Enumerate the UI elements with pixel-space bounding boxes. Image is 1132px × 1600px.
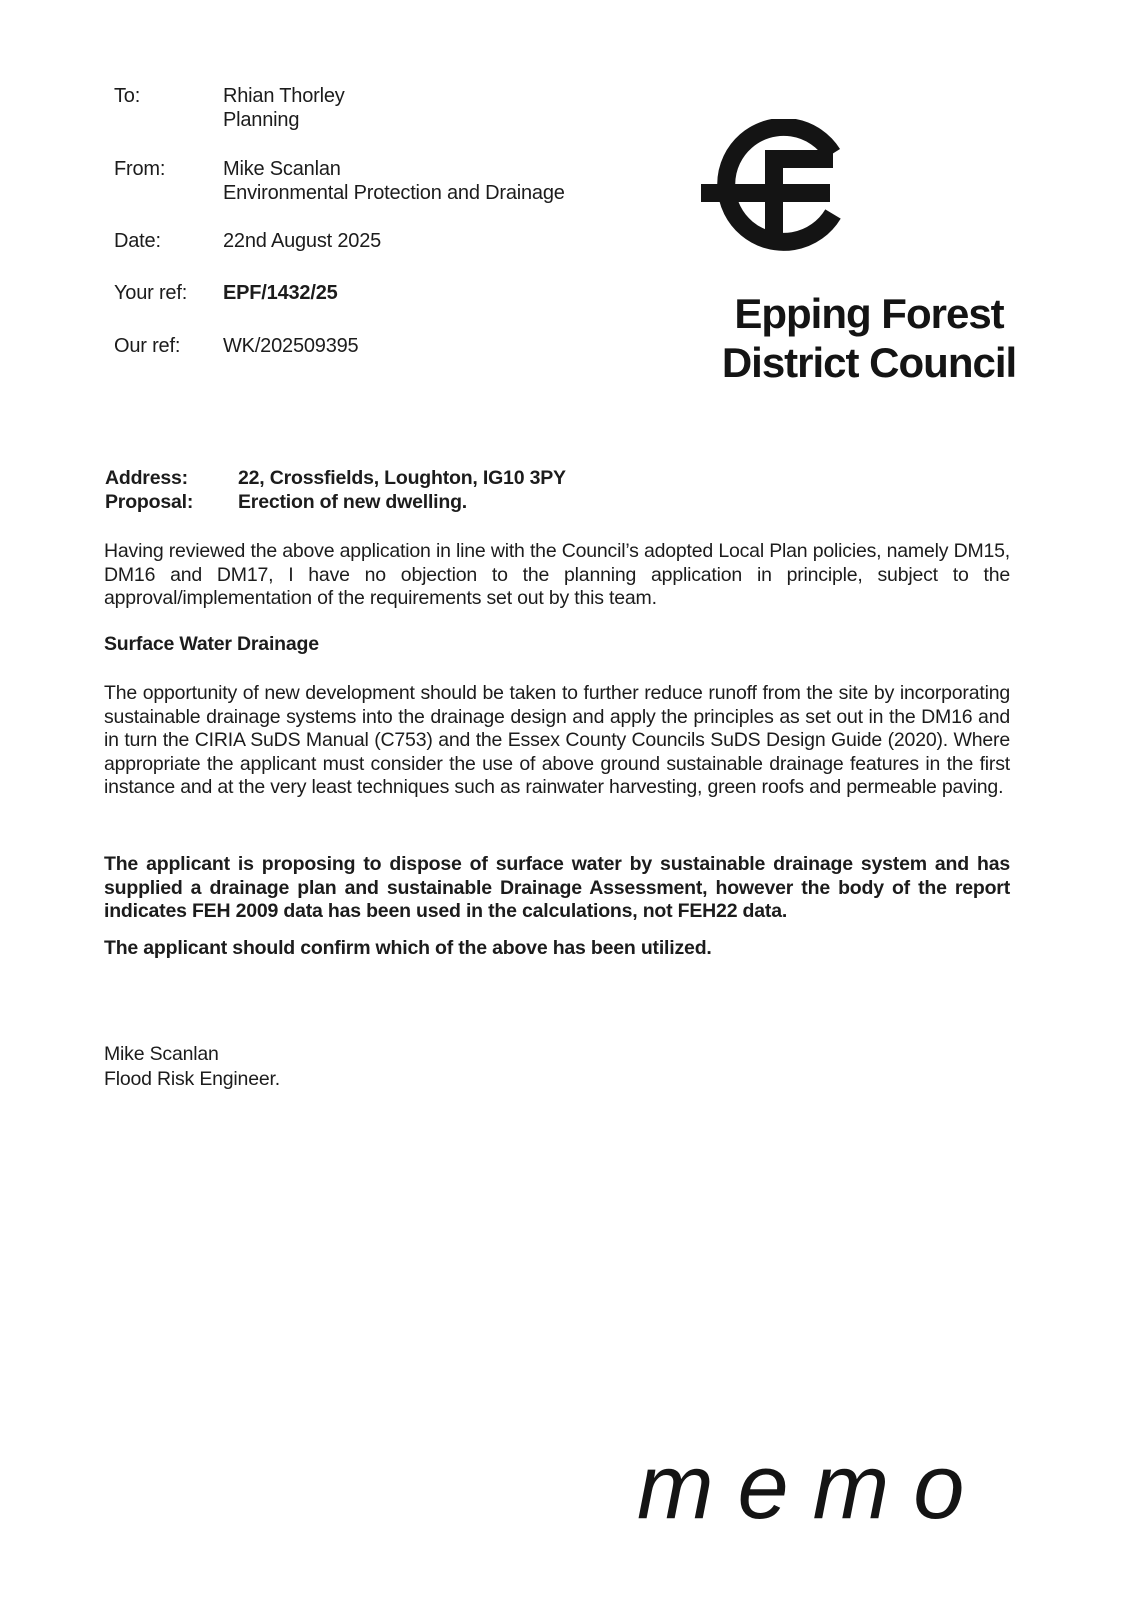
to-department: Planning — [223, 108, 300, 131]
to-label: To: — [114, 85, 141, 107]
confirm-request-line: The applicant should confirm which of the above has been utilized. — [104, 937, 712, 959]
address-row — [105, 466, 566, 490]
surface-water-drainage-heading: Surface Water Drainage — [104, 633, 319, 655]
from-value — [223, 158, 565, 205]
signature-block — [104, 1042, 280, 1091]
signature-title: Flood Risk Engineer. — [104, 1067, 280, 1090]
your-ref-value: EPF/1432/25 — [223, 282, 338, 304]
efdc-logo-icon — [701, 119, 843, 258]
from-name: Mike Scanlan — [223, 158, 341, 180]
field-row-date — [114, 230, 381, 254]
drainage-guidance-paragraph: The opportunity of new development should be taken to further reduce runoff from the site by incorporating sustainable drainage systems into the drainage design and apply the principles as set out in the DM16 and in turn the CIRIA SuDS Manual (C753) and the Essex County Councils SuDS Design Guide (2020). Where appropriate the applicant must consider the use of above ground sustainable drainage features in the first instance and at the very least techniques such as rainwater harvesting, green roofs and permeable paving. — [104, 682, 1010, 798]
application-details — [105, 466, 566, 514]
memo-watermark: memo — [637, 1436, 989, 1538]
intro-paragraph: Having reviewed the above application in line with the Council’s adopted Local Plan policies, namely DM15, DM16 and DM17, I have no objection to the planning application in principle, subject to the approval/implementation of the requirements set out by this team. — [104, 540, 1010, 609]
from-department: Environmental Protection and Drainage — [223, 181, 565, 204]
address-label: Address: — [105, 467, 188, 489]
address-value: 22, Crossfields, Loughton, IG10 3PY — [238, 467, 566, 489]
proposal-row — [105, 490, 566, 514]
our-ref-value: WK/202509395 — [223, 335, 359, 357]
council-name-line2: District Council — [721, 339, 1017, 386]
our-ref-label: Our ref: — [114, 335, 181, 357]
to-value — [223, 85, 345, 132]
field-row-from — [114, 158, 565, 205]
your-ref-label: Your ref: — [114, 282, 188, 304]
date-value: 22nd August 2025 — [223, 230, 382, 252]
date-label: Date: — [114, 230, 161, 252]
council-name — [693, 289, 1045, 387]
applicant-proposal-paragraph: The applicant is proposing to dispose of surface water by sustainable drainage system and has supplied a drainage plan and sustainable Drainage Assessment, however the body of the report indicates FEH 2009 data has been used in the calculations, not FEH22 data. — [104, 853, 1010, 922]
signature-name: Mike Scanlan — [104, 1043, 219, 1065]
proposal-value: Erection of new dwelling. — [238, 491, 468, 513]
field-row-your-ref — [114, 282, 338, 306]
field-row-to — [114, 85, 345, 132]
from-label: From: — [114, 158, 166, 180]
to-name: Rhian Thorley — [223, 85, 345, 107]
field-row-our-ref — [114, 335, 358, 359]
council-name-line1: Epping Forest — [734, 290, 1004, 337]
proposal-label: Proposal: — [105, 491, 194, 513]
